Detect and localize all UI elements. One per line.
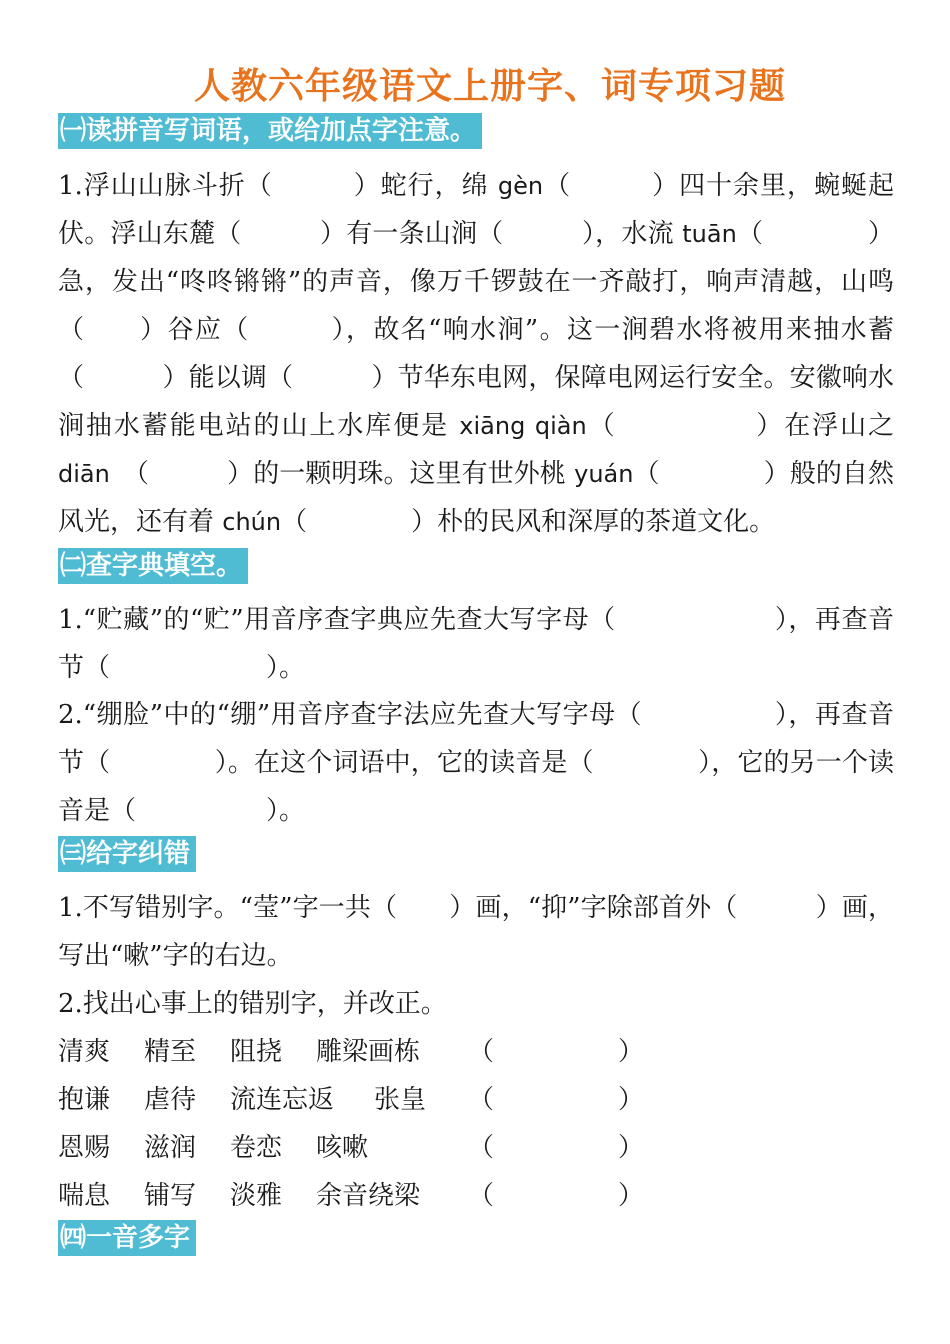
word: 咳嗽 <box>316 1133 369 1163</box>
pinyin-gen: gèn <box>497 172 544 200</box>
section-2-heading: ㈡查字典填空。 <box>58 548 248 584</box>
word: 清爽 <box>58 1037 111 1067</box>
answer-bracket-open: （ <box>468 1181 495 1211</box>
answer-bracket-close: ） <box>618 1181 645 1211</box>
passage-text-7: （ ）朴的民风和深厚的茶道文化。 <box>281 507 776 537</box>
pinyin-xiang-qian: xiāng qiàn <box>459 412 587 440</box>
word: 阻挠 <box>230 1037 283 1067</box>
answer-bracket-open: （ <box>468 1037 495 1067</box>
pinyin-dian: diān <box>58 460 110 488</box>
word: 虐待 <box>144 1085 197 1115</box>
answer-bracket-open: （ <box>468 1085 495 1115</box>
pinyin-yuan: yuán <box>574 460 634 488</box>
word: 抱谦 <box>58 1085 111 1115</box>
section-3-question-1: 1.不写错别字。“莹”字一共（ ）画，“抑”字除部首外（ ）画，写出“嗽”字的右边。 <box>58 893 894 971</box>
passage-text-4: （ ）在浮山之 <box>586 411 894 441</box>
section-3-heading: ㈢给字纠错 <box>58 836 196 872</box>
word: 淡雅 <box>230 1181 283 1211</box>
answer-bracket-close: ） <box>618 1133 645 1163</box>
section-4-heading: ㈣一音多字 <box>58 1220 196 1256</box>
passage-text-1: 1.浮山山脉斗折（ ）蛇行，绵 <box>58 171 498 201</box>
section-2-question-1: 1.“贮藏”的“贮”用音序查字典应先查大写字母（ ），再查音节（ ）。 <box>58 605 894 683</box>
word: 卷恋 <box>230 1133 283 1163</box>
passage-text-5: （ ）的一颗明珠。这里有世外桃 <box>109 459 575 489</box>
answer-bracket-close: ） <box>618 1037 645 1067</box>
answer-bracket-open: （ <box>468 1133 495 1163</box>
passage-text-6: （ ）般的自然风光，还有着 <box>58 459 894 537</box>
page-title: 人教六年级语文上册字、词专项习题 <box>193 66 786 107</box>
passage-text-2: （ ）四十余里，蜿蜒起伏。浮山东麓（ ）有一条山涧（ ），水流 <box>58 171 894 249</box>
section-3-question-2: 2.找出心事上的错别字，并改正。 <box>58 989 447 1019</box>
word: 恩赐 <box>58 1133 111 1163</box>
section-2-question-2: 2.“绷脸”中的“绷”用音序查字法应先查大写字母（ ），再查音节（ ）。在这个词语中，它的读音是（ ），它的另一个读音是（ ）。 <box>58 700 894 826</box>
pinyin-chun: chún <box>222 508 282 536</box>
word: 铺写 <box>144 1181 197 1211</box>
word: 精至 <box>144 1037 197 1067</box>
answer-bracket-close: ） <box>618 1085 645 1115</box>
word: 雕梁画栋 <box>316 1037 421 1067</box>
passage-text-3: （ ）急，发出“咚咚锵锵”的声音，像万千锣鼓在一齐敲打，响声清越，山鸣（ ）谷应（ ），故名“响水涧”。这一涧碧水将被用来抽水蓄（ ）能以调（ ）节华东电网，保障电网运行安全。安徽响水涧抽水蓄能电站的山上水库便是 <box>58 219 894 441</box>
word: 喘息 <box>58 1181 111 1211</box>
word: 流连忘返 <box>230 1085 335 1115</box>
pinyin-tuan: tuān <box>682 220 737 248</box>
section-1-passage <box>58 162 894 546</box>
word: 张皇 <box>374 1085 427 1115</box>
word: 滋润 <box>144 1133 197 1163</box>
word: 余音绕梁 <box>316 1181 421 1211</box>
section-1-heading: ㈠读拼音写词语，或给加点字注意。 <box>58 113 482 149</box>
